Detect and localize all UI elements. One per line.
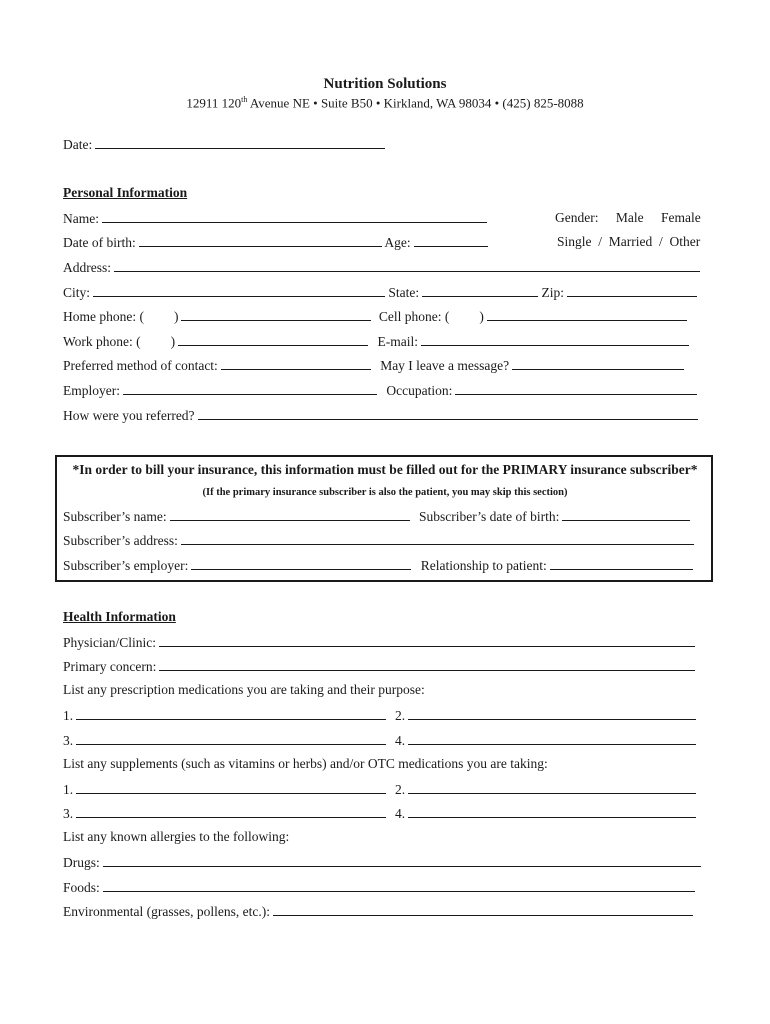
occupation-field[interactable]	[455, 382, 697, 395]
email-field[interactable]	[421, 333, 689, 346]
zip-field[interactable]	[567, 284, 697, 297]
contact-row	[63, 357, 684, 374]
cell-phone-label: Cell phone: (	[378, 309, 450, 324]
occupation-label: Occupation:	[386, 383, 453, 398]
rx-prompt: List any prescription medications you are taking and their purpose:	[63, 682, 425, 697]
supp-row-4	[395, 805, 696, 822]
subscriber-employer-label: Subscriber’s employer:	[63, 558, 189, 573]
name-label: Name:	[63, 211, 99, 226]
gender-female-option[interactable]: Female	[660, 210, 701, 225]
zip-label: Zip:	[541, 285, 565, 300]
insurance-notice: *In order to bill your insurance, this information must be filled out for the PRIMARY insurance subscriber*	[72, 462, 698, 477]
drugs-row	[63, 854, 701, 871]
address-field[interactable]	[114, 259, 700, 272]
subscriber-address-field[interactable]	[181, 532, 694, 545]
gender-label: Gender:	[555, 210, 599, 225]
name-field[interactable]	[102, 210, 487, 223]
rx-row-4	[395, 732, 696, 749]
work-email-row	[63, 333, 689, 350]
rx-row-3	[63, 732, 386, 749]
supp-4-field[interactable]	[408, 805, 696, 818]
dob-label: Date of birth:	[63, 235, 136, 250]
rx-3-label: 3.	[63, 733, 74, 748]
age-field[interactable]	[414, 234, 488, 247]
subscriber-name-label: Subscriber’s name:	[63, 509, 167, 524]
rx-2-label: 2.	[395, 708, 406, 723]
environmental-label: Environmental (grasses, pollens, etc.):	[63, 904, 270, 919]
physician-field[interactable]	[159, 634, 695, 647]
name-row	[63, 210, 487, 227]
concern-field[interactable]	[159, 658, 695, 671]
foods-row	[63, 879, 695, 896]
employer-label: Employer:	[63, 383, 120, 398]
email-label: E-mail:	[377, 334, 419, 349]
date-row	[63, 136, 385, 153]
personal-info-heading: Personal Information	[63, 185, 188, 200]
leave-message-field[interactable]	[512, 357, 684, 370]
gender-male-option[interactable]: Male	[615, 210, 644, 225]
address-ordinal: th	[241, 95, 248, 104]
rx-4-field[interactable]	[408, 732, 696, 745]
environmental-field[interactable]	[273, 903, 693, 916]
phone-row	[63, 308, 687, 325]
subscriber-address-row	[63, 532, 694, 549]
drugs-field[interactable]	[103, 854, 701, 867]
form-title: Nutrition Solutions	[323, 76, 447, 92]
work-phone-area-close: )	[170, 334, 176, 349]
rx-3-field[interactable]	[76, 732, 386, 745]
referral-label: How were you referred?	[63, 408, 195, 423]
address-label: Address:	[63, 260, 111, 275]
dob-field[interactable]	[139, 234, 382, 247]
subscriber-name-field[interactable]	[170, 508, 410, 521]
supp-3-label: 3.	[63, 806, 74, 821]
supp-2-field[interactable]	[408, 781, 696, 794]
contact-method-field[interactable]	[221, 357, 371, 370]
rx-1-label: 1.	[63, 708, 74, 723]
insurance-subnote: (If the primary insurance subscriber is also the patient, you may skip this section)	[202, 487, 568, 498]
home-phone-field[interactable]	[181, 308, 371, 321]
leave-message-label: May I leave a message?	[380, 358, 510, 373]
employer-row	[63, 382, 697, 399]
referral-row	[63, 407, 698, 424]
subscriber-dob-field[interactable]	[562, 508, 690, 521]
foods-field[interactable]	[103, 879, 695, 892]
foods-label: Foods:	[63, 880, 100, 895]
supp-2-label: 2.	[395, 782, 406, 797]
cell-phone-area-close: )	[479, 309, 484, 324]
business-address	[0, 95, 770, 111]
supp-4-label: 4.	[395, 806, 406, 821]
drugs-label: Drugs:	[63, 855, 100, 870]
supp-3-field[interactable]	[76, 805, 386, 818]
rx-1-field[interactable]	[76, 707, 386, 720]
health-info-heading: Health Information	[63, 609, 176, 624]
environmental-row	[63, 903, 693, 920]
state-label: State:	[388, 285, 420, 300]
date-field[interactable]	[95, 136, 385, 149]
marital-status-options[interactable]: Single / Married / Other	[557, 234, 701, 249]
date-label: Date:	[63, 137, 93, 152]
physician-label: Physician/Clinic:	[63, 635, 156, 650]
contact-method-label: Preferred method of contact:	[63, 358, 218, 373]
home-phone-area-close: )	[173, 309, 179, 324]
supp-row-3	[63, 805, 386, 822]
supp-row-2	[395, 781, 696, 798]
subscriber-address-label: Subscriber’s address:	[63, 533, 178, 548]
city-label: City:	[63, 285, 91, 300]
rx-4-label: 4.	[395, 733, 406, 748]
relationship-field[interactable]	[550, 557, 693, 570]
home-phone-label: Home phone: (	[63, 309, 144, 324]
concern-row	[63, 658, 695, 675]
referral-field[interactable]	[198, 407, 698, 420]
supp-row-1	[63, 781, 386, 798]
subscriber-dob-label: Subscriber’s date of birth:	[418, 509, 560, 524]
cell-phone-field[interactable]	[487, 308, 687, 321]
rx-row-2	[395, 707, 696, 724]
work-phone-label: Work phone: (	[63, 334, 141, 349]
rx-2-field[interactable]	[408, 707, 696, 720]
gender-row	[555, 210, 701, 226]
employer-field[interactable]	[123, 382, 377, 395]
dob-row	[63, 234, 488, 251]
work-phone-field[interactable]	[178, 333, 368, 346]
physician-row	[63, 634, 695, 651]
supp-1-field[interactable]	[76, 781, 386, 794]
supp-1-label: 1.	[63, 782, 74, 797]
subscriber-employer-row	[63, 557, 693, 574]
relationship-label: Relationship to patient:	[420, 558, 547, 573]
concern-label: Primary concern:	[63, 659, 157, 674]
address-street-number: 12911 120	[186, 95, 242, 111]
city-row	[63, 284, 697, 301]
supplements-prompt: List any supplements (such as vitamins or herbs) and/or OTC medications you are taking:	[63, 756, 548, 771]
city-field[interactable]	[93, 284, 385, 297]
subscriber-employer-field[interactable]	[191, 557, 411, 570]
age-label: Age:	[384, 235, 411, 250]
subscriber-name-row	[63, 508, 690, 525]
rx-row-1	[63, 707, 386, 724]
address-row	[63, 259, 700, 276]
state-field[interactable]	[422, 284, 538, 297]
allergies-prompt: List any known allergies to the following:	[63, 829, 290, 844]
address-rest: Avenue NE • Suite B50 • Kirkland, WA 98034 • (425) 825-8088	[247, 95, 584, 111]
